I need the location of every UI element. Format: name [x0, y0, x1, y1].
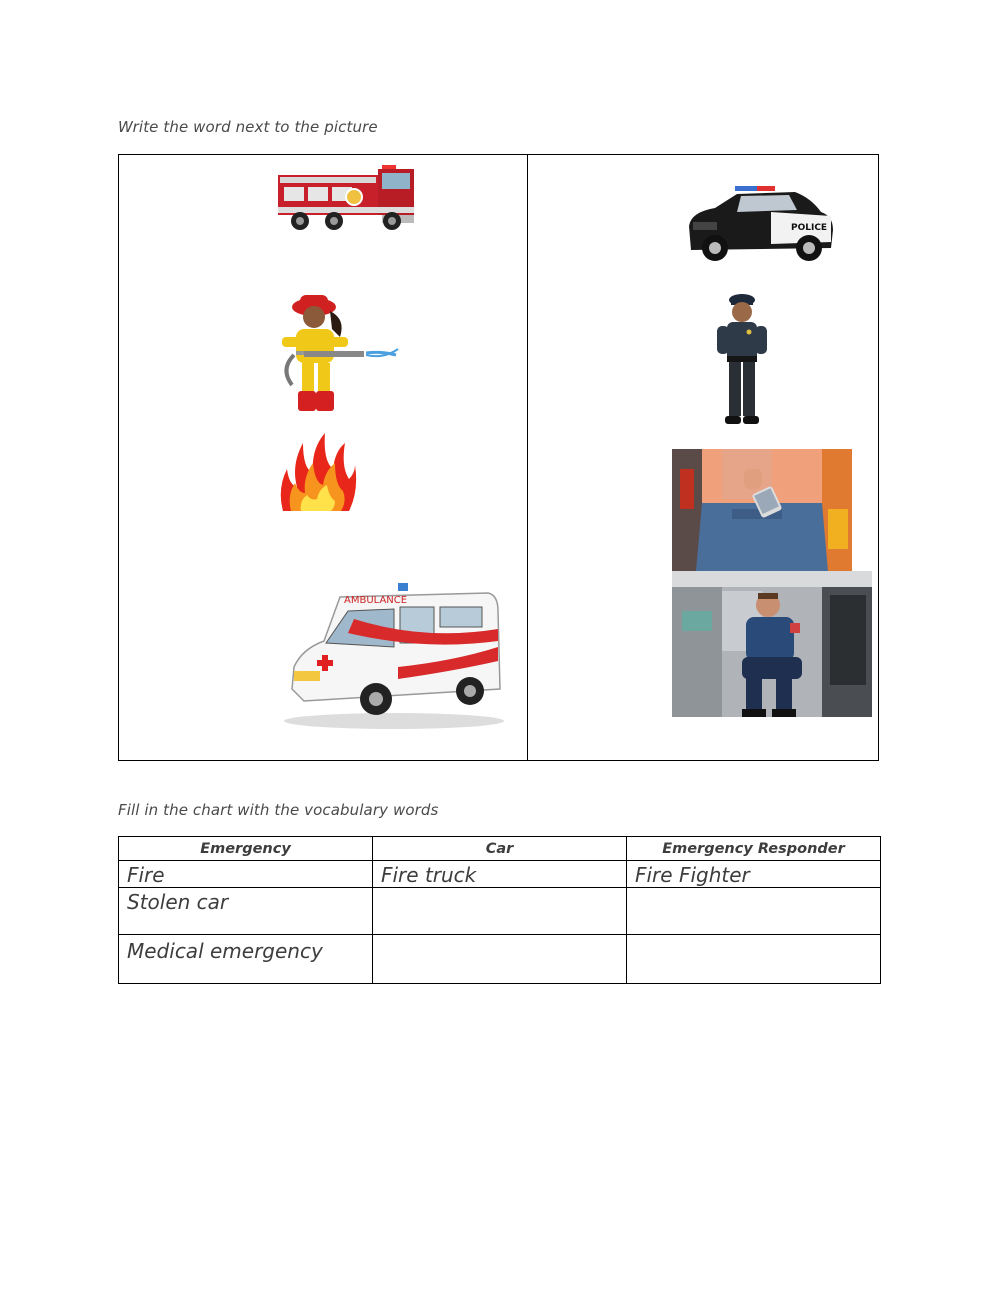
- ambulance-image: [274, 571, 520, 733]
- table-row: [119, 935, 881, 984]
- header-emergency-responder: Emergency Responder: [627, 837, 881, 861]
- cell-responder[interactable]: Fire Fighter: [627, 861, 881, 888]
- picture-instruction: Write the word next to the picture: [118, 118, 378, 136]
- firefighter-image: [274, 289, 406, 423]
- pickpocket-photo: [672, 449, 852, 571]
- table-row: [119, 888, 881, 935]
- cell-emergency[interactable]: Fire: [119, 861, 373, 888]
- header-car: Car: [373, 837, 627, 861]
- cell-car[interactable]: Fire truck: [373, 861, 627, 888]
- police-lettering: POLICE: [791, 223, 828, 233]
- cell-emergency[interactable]: Medical emergency: [119, 935, 373, 984]
- chart-instruction: Fill in the chart with the vocabulary words: [118, 801, 439, 819]
- fire-flames-image: [277, 429, 357, 513]
- header-emergency: Emergency: [119, 837, 373, 861]
- ambulance-lettering: AMBULANCE: [344, 595, 408, 606]
- column-divider: [527, 155, 528, 760]
- police-officer-image: [709, 292, 775, 426]
- cell-car[interactable]: [373, 888, 627, 935]
- table-row: [119, 861, 881, 888]
- vocabulary-chart: [118, 836, 881, 984]
- picture-box: [118, 154, 879, 761]
- chart-header-row: [119, 837, 881, 861]
- cell-emergency[interactable]: Stolen car: [119, 888, 373, 935]
- cell-car[interactable]: [373, 935, 627, 984]
- police-car-image: [685, 186, 835, 266]
- fire-truck-image: [274, 155, 418, 237]
- cell-responder[interactable]: [627, 935, 881, 984]
- cell-responder[interactable]: [627, 888, 881, 935]
- paramedic-photo: [672, 571, 872, 717]
